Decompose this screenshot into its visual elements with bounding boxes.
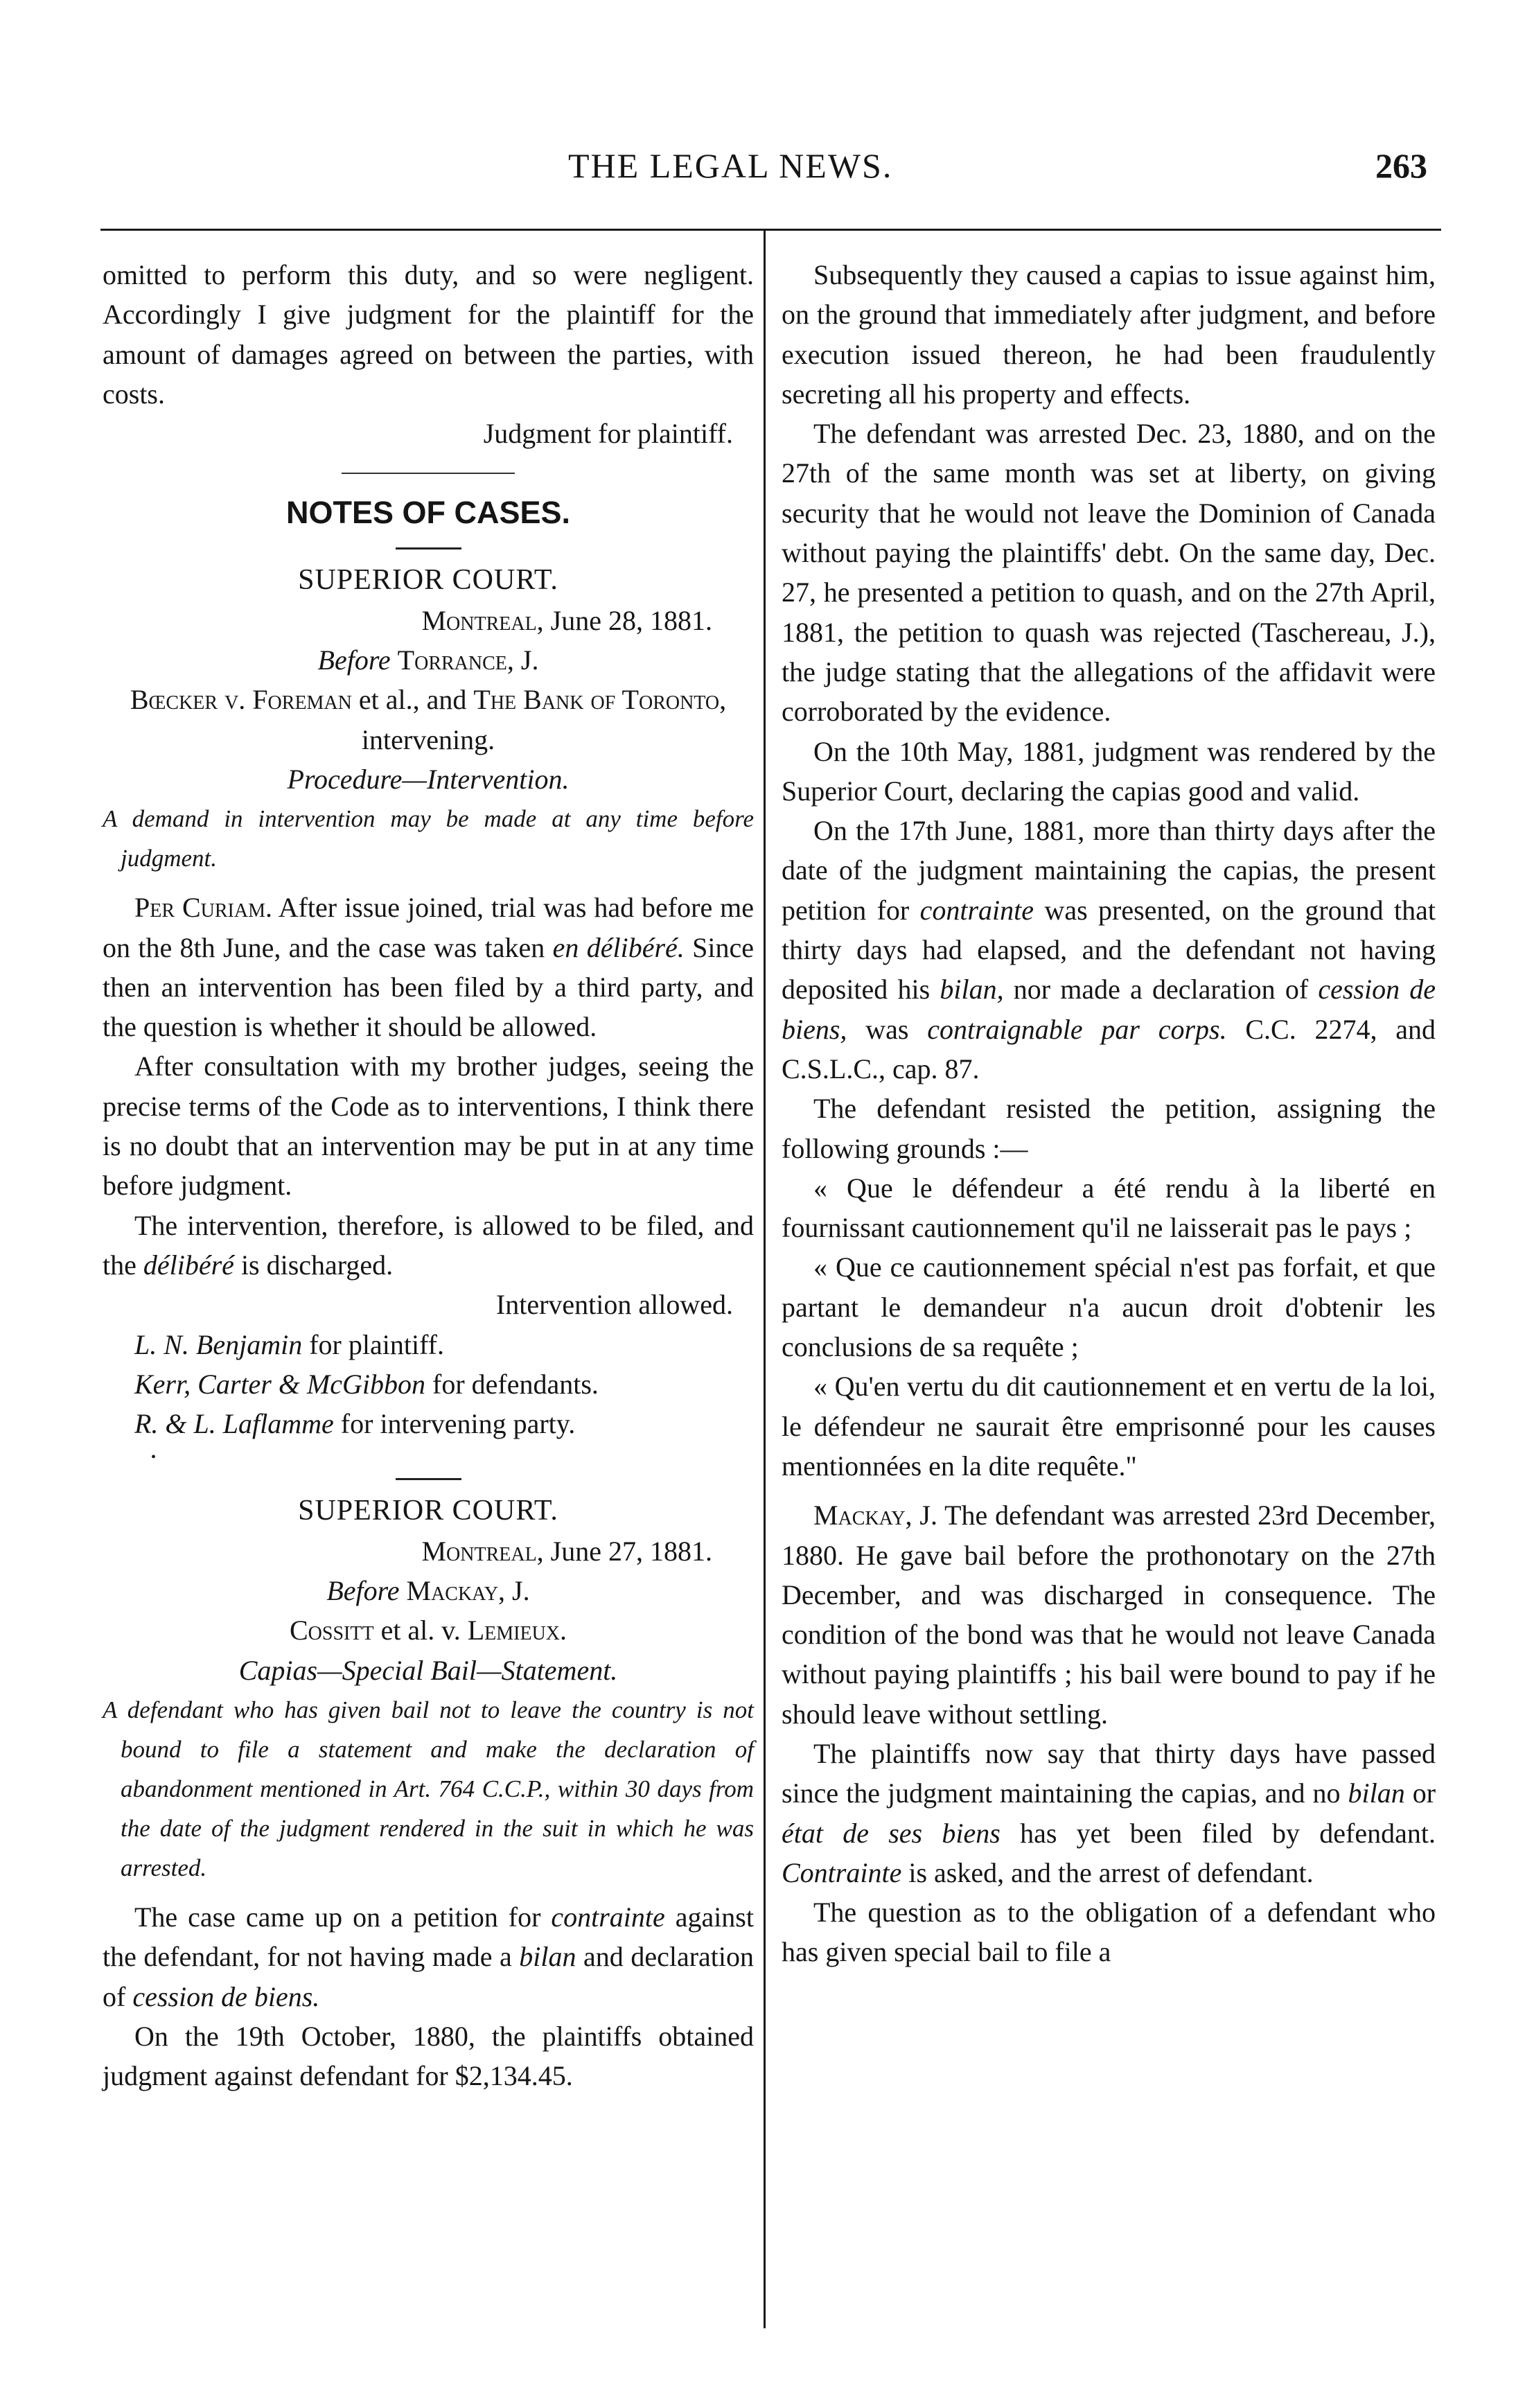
text-run: and declaration of (103, 1941, 755, 2012)
case-parties (103, 1610, 754, 1650)
counsel-line (103, 1404, 754, 1443)
before-word: Before (326, 1575, 400, 1607)
case-judge: Torrance, J. (397, 644, 539, 676)
text-run: en délibéré. (552, 931, 685, 963)
paragraph (782, 1495, 1436, 1734)
section-rule (342, 473, 515, 474)
text-run: bilan, (940, 974, 1004, 1005)
text-run: has yet been filed by defendant. (1020, 1817, 1436, 1849)
case-subject (103, 759, 754, 799)
text-run: was presented, on the ground that thirty days had elapsed, and the defendant not having deposited his (782, 894, 1436, 1005)
text-run: cession de biens, (782, 974, 1436, 1045)
paragraph: On the 19th October, 1880, the plaintiffs obtained judgment against defendant for $2,134.45. (103, 2020, 754, 2092)
paragraph: Subsequently they caused a capias to issue against him, on the ground that immediately after judgment, and before execution issued thereon, he had been fraudulently secreting all his property and effects. (782, 259, 1436, 410)
party-connector: et al. v. (380, 1615, 461, 1646)
text-run: or (1412, 1777, 1436, 1809)
paragraph (103, 1206, 754, 1285)
case-judge-line (103, 1571, 754, 1610)
counsel-line (103, 1325, 754, 1364)
paragraph (103, 888, 754, 1046)
party-name: The Bank of Toronto, (473, 684, 727, 716)
party-connector: et al., and (358, 684, 467, 716)
court-name: SUPERIOR COURT. (298, 564, 558, 597)
page-header (0, 146, 1534, 208)
text-run: The intervention, therefore, is allowed to be filed, and the (103, 1209, 754, 1281)
section-rule-short (396, 547, 461, 550)
running-title: THE LEGAL NEWS. (568, 146, 893, 185)
text-run: contrainte (551, 1901, 665, 1933)
judge-name: Mackay, J. (813, 1500, 937, 1531)
per-curiam: Per Curiam. (134, 892, 272, 924)
case-dateline (103, 1531, 754, 1571)
text-run: bilan (519, 1941, 576, 1973)
text-run: The plaintiffs now say that thirty days have passed since the judgment maintaining the capias, and no (782, 1737, 1436, 1809)
paragraph: omitted to perform this duty, and so were negligent. Accordingly I give judgment for the plaintiff for the amount of damages agreed on between the parties, with costs. (103, 259, 754, 410)
text-run: is discharged. (240, 1249, 394, 1281)
case-dateline (103, 601, 754, 640)
text-run: After issue joined, trial was had before me on the 8th June, and the case was taken (103, 892, 755, 963)
counsel-role: for plaintiff. (309, 1328, 444, 1360)
case-place: Montreal, (421, 604, 544, 636)
quotation: « Qu'en vertu du dit cautionnement et en vertu de la loi, le défendeur ne saurait être emprisonné pour les causes mentionnées en la dite requête." (782, 1371, 1436, 1482)
text-run: nor made a declaration of (1013, 974, 1309, 1005)
text-run: is asked, and the arrest of defendant. (908, 1856, 1314, 1888)
text-run: was (865, 1013, 909, 1045)
quotation: « Que ce cautionnement spécial n'est pas forfait, et que partant le demandeur n'a aucun droit d'obtenir les conclusions de sa requête ; (782, 1251, 1436, 1363)
section-rule-short (396, 1478, 461, 1480)
text-run: bilan (1348, 1777, 1405, 1809)
subject-text: Procedure—Intervention. (287, 763, 570, 795)
text-run: against the defendant, for not having made a (103, 1901, 754, 1973)
page-number: 263 (1375, 146, 1427, 185)
before-word: Before (317, 644, 391, 676)
party-name: Bœcker v. Foreman (130, 684, 352, 716)
paragraph (103, 1897, 754, 2016)
party-name: Lemieux. (467, 1615, 567, 1646)
paragraph: The defendant was arrested Dec. 23, 1880, and on the 27th of the same month was set at liberty, on giving security that he would not leave the Dominion of Canada without paying the plaintiffs' debt. On the same day, Dec. 27, he presented a petition to quash, and on the 27th April, 1881, the petition to quash was rejected (Taschereau, J.), the judge stating that the allegations of the affidavit were corroborated by the evidence. (782, 418, 1436, 728)
text-run: délibéré (143, 1249, 234, 1281)
text-run: C.C. 2274, and C.S.L.C., cap. 87. (782, 1013, 1436, 1084)
paragraph: The defendant resisted the petition, assigning the following grounds :— (782, 1093, 1436, 1164)
judgment-result: Judgment for plaintiff. (483, 418, 733, 450)
counsel-name: R. & L. Laflamme (134, 1408, 334, 1440)
party-name: Cossitt (289, 1615, 374, 1646)
case-parties (103, 680, 754, 759)
text-run: On the 17th June, 1881, more than thirty days after the date of the judgment maintaining the capias, the present petition for (782, 815, 1436, 926)
text-run: Since then an intervention has been filed by a third party, and the question is whether it should be allowed. (103, 931, 755, 1043)
case-place: Montreal, (421, 1535, 544, 1567)
counsel-name: Kerr, Carter & McGibbon (134, 1368, 425, 1400)
court-name: SUPERIOR COURT. (298, 1495, 558, 1527)
case-date: June 28, 1881. (550, 604, 712, 636)
section-title: NOTES OF CASES. (285, 495, 571, 531)
text-run: Contrainte (782, 1856, 902, 1888)
column-divider (764, 229, 766, 2328)
paragraph (782, 811, 1436, 1089)
text-run: contraignable par corps. (927, 1013, 1227, 1045)
subject-text: Capias—Special Bail—Statement. (238, 1654, 618, 1686)
counsel-line (103, 1364, 754, 1404)
text-run: cession de biens. (132, 1980, 320, 2012)
counsel-name: L. N. Benjamin (134, 1328, 303, 1360)
stray-mark: • (151, 1450, 157, 1466)
text-run: The defendant was arrested 23rd December, 1880. He gave bail before the prothonotary on the 27th December, and was discharged in consequence. The condition of the bond was that he would not leave Canada without paying plaintiffs ; his bail were bound to pay if he should leave without settling. (782, 1500, 1436, 1730)
text-run: contrainte (919, 894, 1034, 926)
paragraph (782, 1734, 1436, 1892)
text-run: état de ses biens (782, 1817, 1000, 1849)
left-column (103, 255, 754, 2095)
party-role: intervening. (361, 723, 495, 755)
right-column (782, 255, 1436, 1972)
case-subject (103, 1651, 754, 1690)
paragraph: On the 10th May, 1881, judgment was rendered by the Superior Court, declaring the capias good and valid. (782, 735, 1436, 807)
case-judge-line (103, 640, 754, 680)
counsel-role: for intervening party. (340, 1408, 576, 1440)
case-date: June 27, 1881. (550, 1535, 712, 1567)
paragraph: After consultation with my brother judges, seeing the precise terms of the Code as to interventions, I think there is no doubt that an intervention may be put in at any time before judgment. (103, 1051, 754, 1202)
text-run: The case came up on a petition for (134, 1901, 541, 1933)
case-headnote: A demand in intervention may be made at any time before judgment. (103, 805, 754, 872)
judgment-result: Intervention allowed. (495, 1289, 733, 1321)
paragraph: The question as to the obligation of a defendant who has given special bail to file a (782, 1897, 1436, 1968)
header-rule (100, 229, 1441, 231)
counsel-role: for defendants. (432, 1368, 599, 1400)
case-judge: Mackay, J. (406, 1575, 530, 1607)
case-headnote: A defendant who has given bail not to leave the country is not bound to file a statement and make the declaration of abandonment mentioned in Art. 764 C.C.P., within 30 days from the date of the judgment rendered in the suit in which he was arrested. (103, 1696, 754, 1881)
quotation: « Que le défendeur a été rendu à la liberté en fournissant cautionnement qu'il ne laisserait pas le pays ; (782, 1172, 1436, 1244)
